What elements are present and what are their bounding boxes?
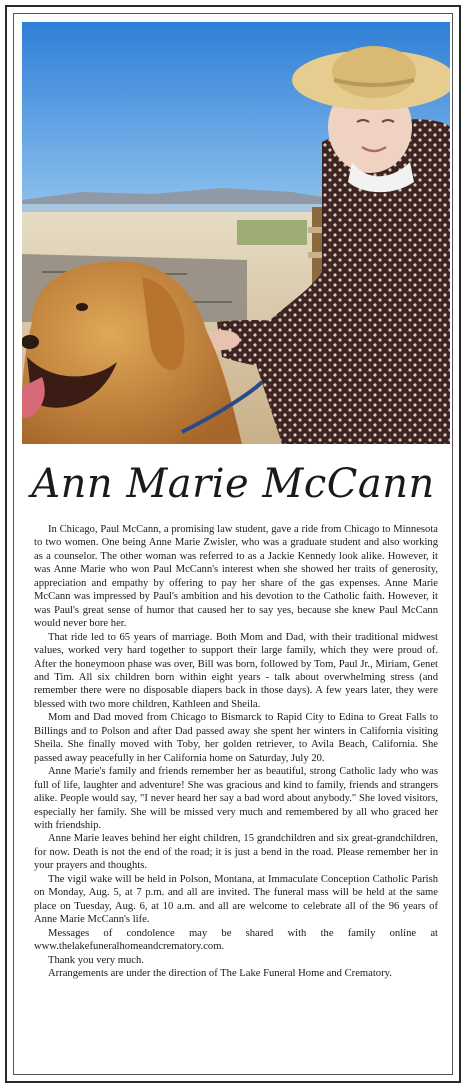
paragraph-meeting: In Chicago, Paul McCann, a promising law student, gave a ride from Chicago to Minnesota to two women. One being Anne Marie Zwisler, who was a graduate student and also working as a counselor. The other woman was referred to as a Jackie Kennedy look alike. However, it was Anne Marie who won Paul McCann's interest when she showed her traits of generosity, appreciation and empathy by offering to pay her share of the gas expenses. Anne Marie McCann was impressed by Paul's ambition and his devotion to the Catholic faith. However, it was Paul's great sense of humor that caused her to say yes, because she knew Paul McCann would never bore her. — [34, 524, 438, 630]
obituary-inner-border — [13, 13, 453, 1075]
deceased-name: Ann Marie McCann — [31, 461, 435, 507]
obituary-photo — [22, 22, 450, 444]
paragraph-marriage: That ride led to 65 years of marriage. Both Mom and Dad, with their traditional midwest values, worked very hard together to support their large family, which they were proud of. After the honeymoon phase was over, Bill was born, followed by Tom, Paul Jr., Miriam, Genet and Tim. All six children born within eight years - talk about overwhelming stress (and remember there were no disposable diapers back in those days). A few years later, they were blessed with two more children, Kathleen and Sheila. — [34, 631, 438, 710]
paragraph-thanks: Thank you very much. — [48, 954, 144, 966]
paragraph-remembrance: Anne Marie's family and friends remember her as beautiful, strong Catholic lady who was full of life, laughter and adventure! She was gracious and kind to family, friends and strangers alike. People would say, "I never heard her say a bad word about anybody." She loved visitors, especially her family. She will be missed very much and remembered by all who graced her with friendship. — [34, 766, 438, 831]
obituary-body — [34, 523, 438, 980]
paragraph-services: The vigil wake will be held in Polson, Montana, at Immaculate Conception Catholic Parish on Monday, Aug. 5, at 7 p.m. and all are invited. The funeral mass will be held at the same place on Tuesday, Aug. 6, at 10 a.m. and all are welcome to celebrate all of the 96 years of Anne Marie McCann's life. — [34, 873, 438, 926]
paragraph-survivors: Anne Marie leaves behind her eight children, 15 grandchildren and six great-grandchildren, for now. Death is not the end of the road; it is just a bend in the road. Please remember her in your prayers and thoughts. — [34, 833, 438, 872]
paragraph-condolences: Messages of condolence may be shared with the family online at www.thelakefuneralhomeandcrematory.com. — [34, 927, 438, 953]
paragraph-moves: Mom and Dad moved from Chicago to Bismarck to Rapid City to Edina to Great Falls to Billings and to Polson and after Dad passed away she spent her winters in California visiting Sheila. She finally moved with Toby, her golden retriever, to Avila Beach, California. She passed away peacefully in her California home on Saturday, July 20. — [34, 712, 438, 764]
paragraph-arrangements: Arrangements are under the direction of The Lake Funeral Home and Crematory. — [48, 967, 392, 979]
dog-eye — [76, 303, 88, 311]
grass-patch — [237, 220, 307, 245]
obituary-frame — [5, 5, 461, 1083]
